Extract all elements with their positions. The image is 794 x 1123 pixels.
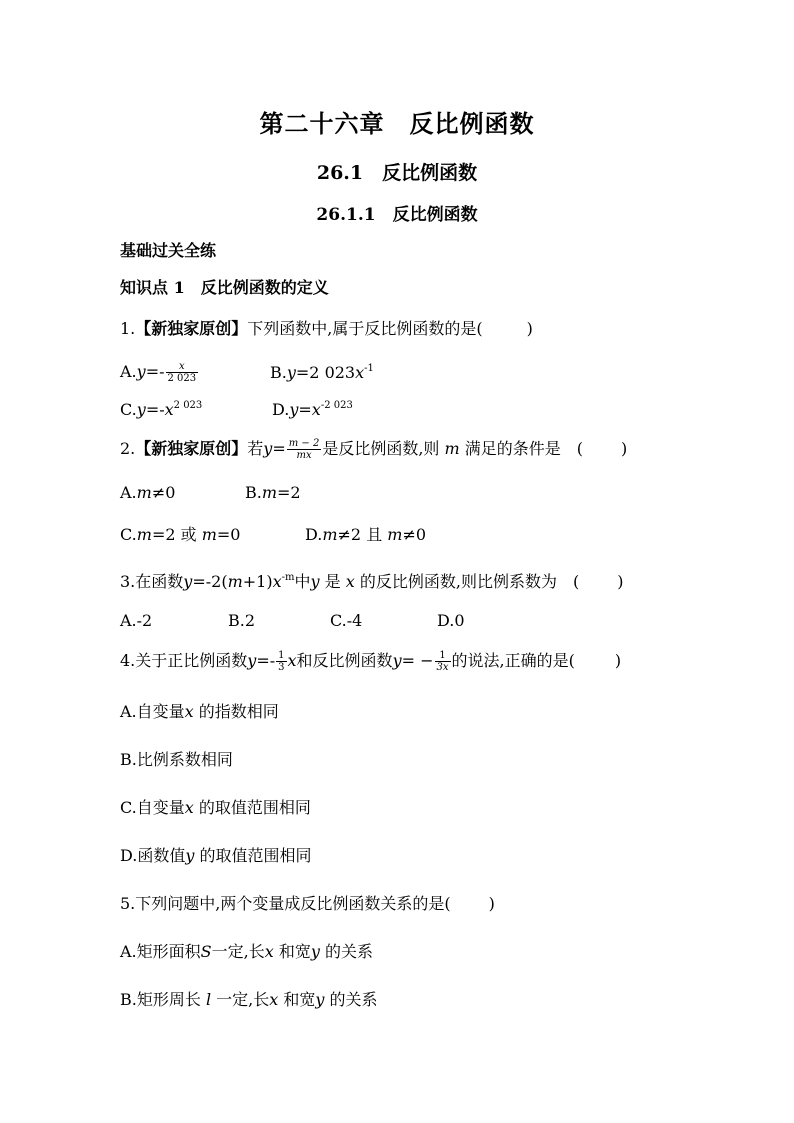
question-2-option-a: A.m≠0	[120, 483, 176, 502]
fraction: $\frac{x}{2 023}$	[167, 361, 197, 384]
question-1-option-d: $D.y=x^{-2 023}$	[272, 400, 353, 419]
question-3-option-a: A.-2	[120, 611, 153, 630]
question-2-option-d: D.m≠2 且 m≠0	[305, 525, 427, 544]
question-2-option-c: C.m=2 或 m=0	[120, 525, 241, 544]
question-1-stem	[120, 316, 533, 339]
question-3-option-d: D.0	[437, 611, 465, 630]
answer-paren-close: )	[526, 319, 533, 338]
question-3-option-b: B.2	[228, 611, 256, 630]
fraction: $\frac{1}{3}$	[278, 650, 285, 673]
question-1-option-b: B.y=2 $023x^{-1}$	[270, 363, 374, 382]
level-heading: 基础过关全练	[120, 241, 217, 260]
question-5-stem: 5.下列问题中,两个变量成反比例函数关系的是( )	[120, 894, 495, 913]
question-5-option-a: A.矩形面积S一定,长x 和宽y 的关系	[120, 942, 374, 961]
question-1-option-a: A.y=- $\frac{x}{2 023}$	[120, 361, 197, 384]
fraction: $\frac{m - 2}{mx}$	[288, 438, 320, 461]
fraction: $\frac{1}{3x}$	[436, 650, 449, 673]
question-2-option-b: B.m=2	[245, 483, 301, 502]
question-4-option-a: A.自变量x 的指数相同	[120, 702, 279, 721]
section-title: 26.1 反比例函数	[316, 162, 478, 184]
question-tag: 【新独家原创】	[135, 319, 248, 338]
question-4-option-c: C.自变量x 的取值范围相同	[120, 798, 311, 817]
question-2-stem: 2.【新独家原创】若y= $\frac{m - 2}{mx}$ 是反比例函数,则 m 满足的条件是 ( )	[120, 438, 628, 461]
question-3-option-c: C.-4	[330, 611, 363, 630]
knowledge-point-heading: 知识点 1 反比例函数的定义	[120, 278, 329, 297]
question-3-stem: 3.在函数$y=-2(m+1)x^{-m}$中y 是 x 的反比例函数,则比例系数为 ( )	[120, 572, 624, 591]
question-4-option-b: B.比例系数相同	[120, 750, 233, 769]
question-1-option-c: $C.y=-x^{2 023}$	[120, 400, 203, 419]
question-text: 下列函数中,属于反比例函数的是(	[247, 319, 483, 338]
question-tag: 【新独家原创】	[135, 439, 248, 458]
question-5-option-b: B.矩形周长 l 一定,长x 和宽y 的关系	[120, 990, 378, 1009]
question-4-stem: 4.关于正比例函数y=- $\frac{1}{3}$ x和反比例函数y= − $\frac{1}{3x}$ 的说法,正确的是( )	[120, 650, 622, 673]
question-number: 1.	[120, 319, 136, 338]
question-4-option-d: D.函数值y 的取值范围相同	[120, 846, 312, 865]
subsection-title: 26.1.1 反比例函数	[316, 205, 478, 225]
chapter-title: 第二十六章 反比例函数	[259, 109, 535, 138]
